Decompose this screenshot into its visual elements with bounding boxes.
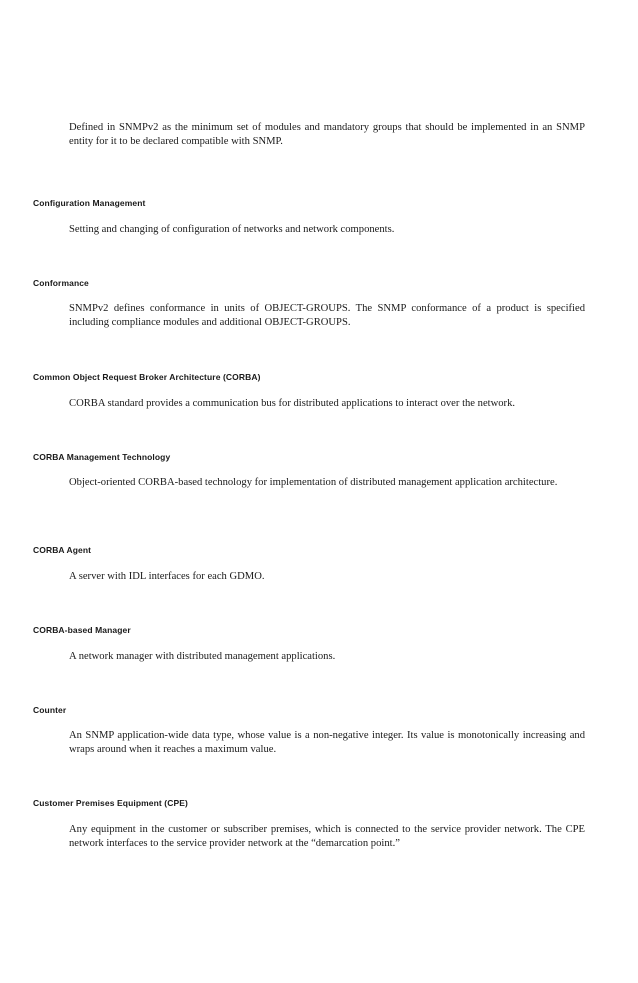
definition-corba-based-manager: A network manager with distributed management applications. [69, 651, 336, 662]
definition-corba: CORBA standard provides a communication bus for distributed applications to interact over the network. [69, 398, 516, 409]
intro-definition: Defined in SNMPv2 as the minimum set of modules and mandatory groups that should be implemented in an SNMP entity for it to be declared compatible with SNMP. [69, 122, 585, 147]
term-corba-management-technology: CORBA Management Technology [33, 452, 171, 462]
term-conformance: Conformance [33, 278, 89, 288]
term-corba-based-manager: CORBA-based Manager [33, 625, 131, 635]
definition-configuration-management: Setting and changing of configuration of networks and network components. [69, 224, 395, 235]
definition-conformance: SNMPv2 defines conformance in units of OBJECT-GROUPS. The SNMP conformance of a product is specified including compliance modules and additional OBJECT-GROUPS. [69, 303, 585, 328]
term-counter: Counter [33, 705, 67, 715]
term-corba-agent: CORBA Agent [33, 545, 92, 555]
term-customer-premises-equipment: Customer Premises Equipment (CPE) [33, 798, 188, 808]
definition-corba-management-technology: Object-oriented CORBA-based technology for implementation of distributed management application architecture. [69, 477, 558, 488]
term-configuration-management: Configuration Management [33, 198, 146, 208]
definition-customer-premises-equipment: Any equipment in the customer or subscriber premises, which is connected to the service provider network. The CPE network interfaces to the service provider network at the “demarcation point.” [69, 824, 585, 849]
term-corba: Common Object Request Broker Architecture (CORBA) [33, 372, 261, 382]
definition-counter: An SNMP application-wide data type, whose value is a non-negative integer. Its value is monotonically increasing and wraps around when it reaches a maximum value. [69, 730, 585, 755]
definition-corba-agent: A server with IDL interfaces for each GDMO. [69, 571, 265, 582]
